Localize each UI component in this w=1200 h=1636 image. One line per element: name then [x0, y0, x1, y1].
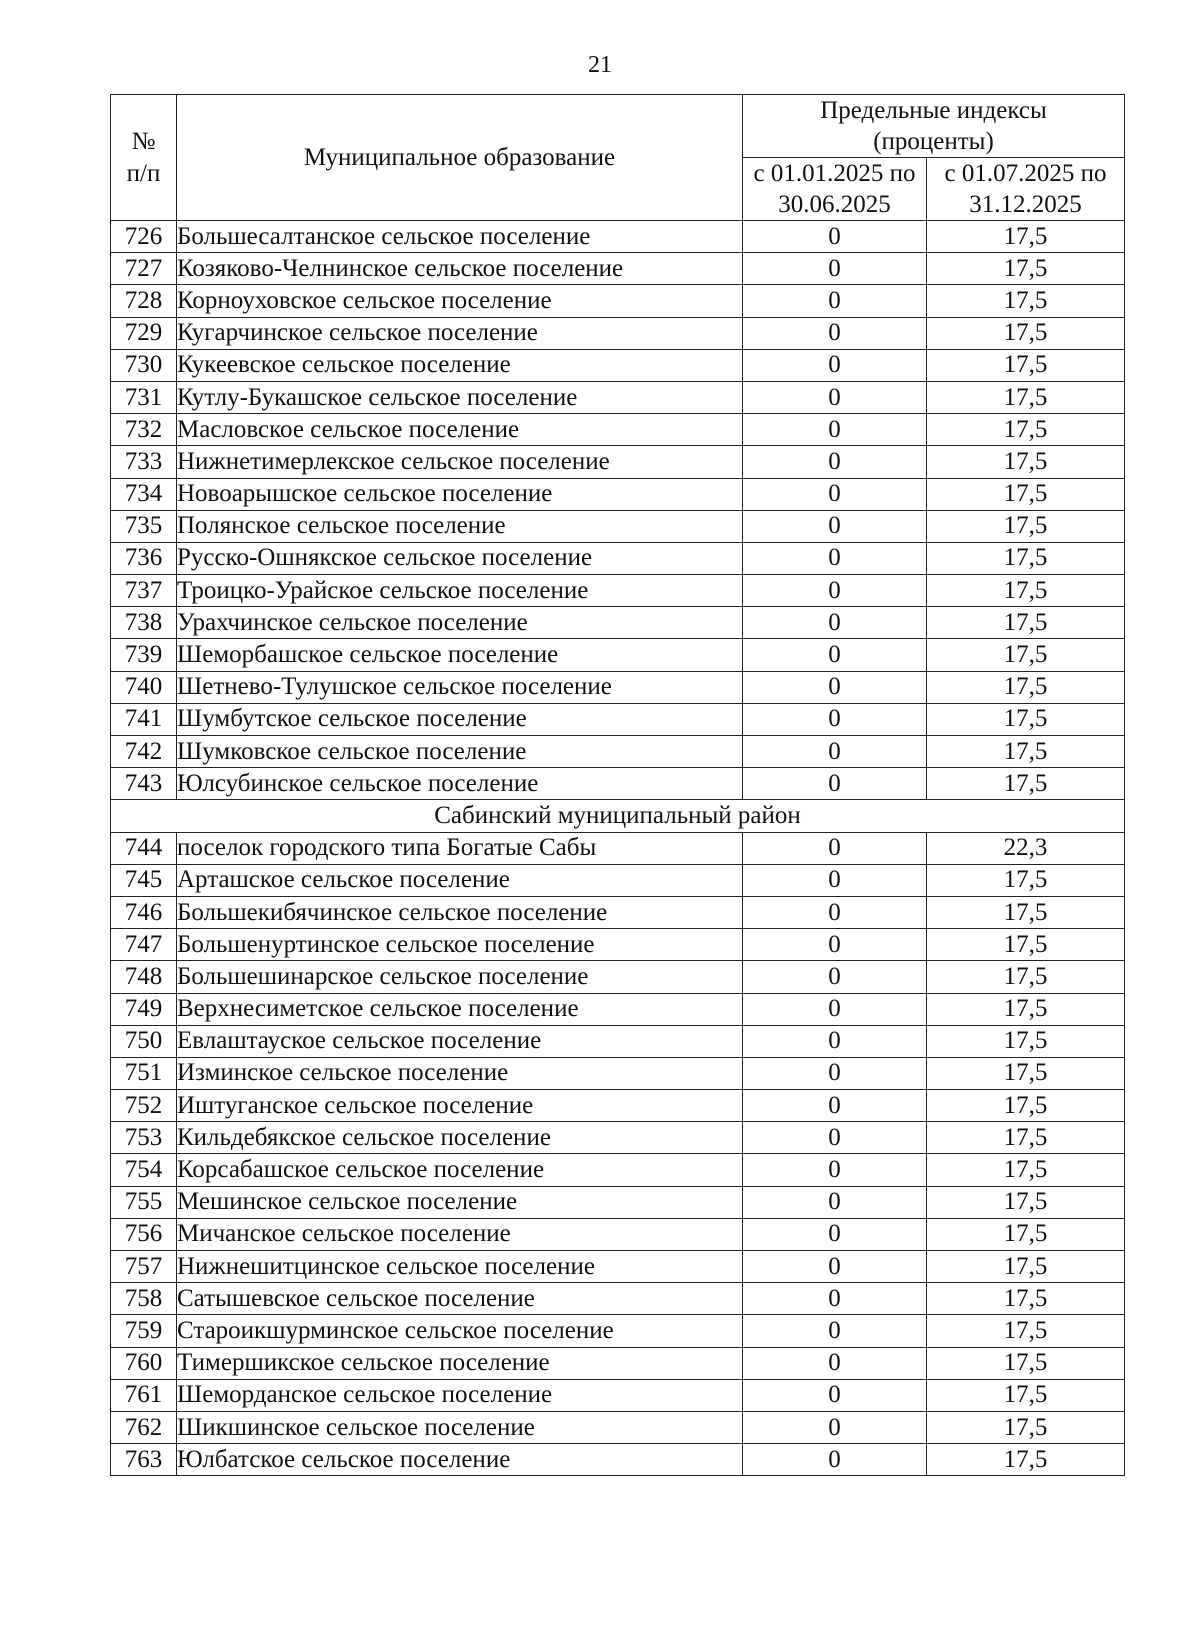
row-index-h1: 0 [743, 1315, 927, 1347]
row-municipality: Шеморбашское сельское поселение [177, 639, 743, 671]
row-index-h2: 17,5 [927, 349, 1125, 381]
row-index-h2: 17,5 [927, 896, 1125, 928]
table-row [111, 929, 1125, 961]
row-index-h2: 17,5 [927, 768, 1125, 800]
table-row [111, 285, 1125, 317]
row-index-h2: 17,5 [927, 1379, 1125, 1411]
table-row [111, 478, 1125, 510]
row-municipality: Иштуганское сельское поселение [177, 1090, 743, 1122]
row-index-h2: 17,5 [927, 285, 1125, 317]
row-index-h1: 0 [743, 639, 927, 671]
row-municipality: Шумбутское сельское поселение [177, 703, 743, 735]
row-number: 751 [111, 1057, 177, 1089]
row-index-h2: 17,5 [927, 1186, 1125, 1218]
row-number: 758 [111, 1283, 177, 1315]
row-index-h2: 17,5 [927, 1057, 1125, 1089]
page-number: 21 [588, 52, 612, 78]
row-index-h2: 17,5 [927, 1315, 1125, 1347]
row-number: 729 [111, 317, 177, 349]
row-index-h1: 0 [743, 349, 927, 381]
row-municipality: Большешинарское сельское поселение [177, 961, 743, 993]
row-municipality: Новоарышское сельское поселение [177, 478, 743, 510]
table-row [111, 1411, 1125, 1443]
row-municipality: Кильдебякское сельское поселение [177, 1122, 743, 1154]
row-municipality: Большекибячинское сельское поселение [177, 896, 743, 928]
row-municipality: Шетнево-Тулушское сельское поселение [177, 671, 743, 703]
row-index-h2: 17,5 [927, 575, 1125, 607]
row-index-h1: 0 [743, 1283, 927, 1315]
row-municipality: Троицко-Урайское сельское поселение [177, 575, 743, 607]
row-municipality: Полянское сельское поселение [177, 510, 743, 542]
row-index-h2: 17,5 [927, 671, 1125, 703]
row-number: 746 [111, 896, 177, 928]
table-row [111, 1347, 1125, 1379]
row-number: 744 [111, 832, 177, 864]
row-index-h2: 17,5 [927, 864, 1125, 896]
table-row [111, 317, 1125, 349]
row-index-h1: 0 [743, 510, 927, 542]
table-row [111, 1057, 1125, 1089]
table-row [111, 671, 1125, 703]
header-period-1: с 01.01.2025 по 30.06.2025 [743, 158, 927, 221]
row-number: 762 [111, 1411, 177, 1443]
row-index-h1: 0 [743, 1154, 927, 1186]
row-index-h1: 0 [743, 478, 927, 510]
row-index-h2: 17,5 [927, 381, 1125, 413]
row-index-h1: 0 [743, 832, 927, 864]
table-row [111, 381, 1125, 413]
table-row [111, 446, 1125, 478]
row-number: 743 [111, 768, 177, 800]
row-index-h1: 0 [743, 446, 927, 478]
row-index-h2: 17,5 [927, 1283, 1125, 1315]
row-index-h1: 0 [743, 253, 927, 285]
row-municipality: Евлаштауское сельское поселение [177, 1025, 743, 1057]
row-municipality: Сатышевское сельское поселение [177, 1283, 743, 1315]
row-number: 756 [111, 1218, 177, 1250]
table-row [111, 253, 1125, 285]
row-index-h1: 0 [743, 703, 927, 735]
row-index-h1: 0 [743, 1444, 927, 1476]
row-number: 754 [111, 1154, 177, 1186]
row-number: 728 [111, 285, 177, 317]
table-row [111, 768, 1125, 800]
table-row [111, 1283, 1125, 1315]
row-number: 753 [111, 1122, 177, 1154]
row-municipality: Масловское сельское поселение [177, 414, 743, 446]
table-row [111, 510, 1125, 542]
row-number: 740 [111, 671, 177, 703]
table-row [111, 1186, 1125, 1218]
row-municipality: Верхнесиметское сельское поселение [177, 993, 743, 1025]
row-municipality: Русско-Ошнякское сельское поселение [177, 542, 743, 574]
table-row [111, 1379, 1125, 1411]
row-number: 749 [111, 993, 177, 1025]
row-municipality: Нижнешитцинское сельское поселение [177, 1251, 743, 1283]
row-municipality: Тимершикское сельское поселение [177, 1347, 743, 1379]
row-number: 735 [111, 510, 177, 542]
row-index-h2: 17,5 [927, 1154, 1125, 1186]
row-municipality: Кукеевское сельское поселение [177, 349, 743, 381]
table-row [111, 575, 1125, 607]
row-index-h2: 17,5 [927, 703, 1125, 735]
row-index-h2: 17,5 [927, 929, 1125, 961]
row-number: 757 [111, 1251, 177, 1283]
row-index-h1: 0 [743, 1057, 927, 1089]
row-number: 761 [111, 1379, 177, 1411]
indices-table [110, 94, 1125, 1476]
table-row [111, 1090, 1125, 1122]
section-row [111, 800, 1125, 832]
row-municipality: Корноуховское сельское поселение [177, 285, 743, 317]
row-index-h1: 0 [743, 929, 927, 961]
row-municipality: Изминское сельское поселение [177, 1057, 743, 1089]
row-number: 737 [111, 575, 177, 607]
row-number: 759 [111, 1315, 177, 1347]
row-index-h1: 0 [743, 671, 927, 703]
header-num: № п/п [111, 95, 177, 221]
row-index-h1: 0 [743, 1251, 927, 1283]
row-municipality: Урахчинское сельское поселение [177, 607, 743, 639]
row-index-h2: 17,5 [927, 446, 1125, 478]
row-municipality: Юлсубинское сельское поселение [177, 768, 743, 800]
row-municipality: Шеморданское сельское поселение [177, 1379, 743, 1411]
row-number: 736 [111, 542, 177, 574]
row-number: 741 [111, 703, 177, 735]
table-row [111, 1025, 1125, 1057]
row-number: 748 [111, 961, 177, 993]
row-index-h2: 17,5 [927, 1218, 1125, 1250]
row-index-h1: 0 [743, 1025, 927, 1057]
row-municipality: Мешинское сельское поселение [177, 1186, 743, 1218]
row-index-h2: 17,5 [927, 510, 1125, 542]
row-municipality: Мичанское сельское поселение [177, 1218, 743, 1250]
table-row [111, 1154, 1125, 1186]
table-header [111, 95, 1125, 221]
row-number: 727 [111, 253, 177, 285]
row-municipality: Кугарчинское сельское поселение [177, 317, 743, 349]
table-row [111, 607, 1125, 639]
table-row [111, 864, 1125, 896]
row-index-h1: 0 [743, 961, 927, 993]
table-row [111, 896, 1125, 928]
row-index-h1: 0 [743, 768, 927, 800]
row-number: 760 [111, 1347, 177, 1379]
row-number: 730 [111, 349, 177, 381]
row-index-h2: 17,5 [927, 1025, 1125, 1057]
row-index-h1: 0 [743, 575, 927, 607]
row-number: 752 [111, 1090, 177, 1122]
row-index-h1: 0 [743, 1218, 927, 1250]
row-municipality: Арташское сельское поселение [177, 864, 743, 896]
row-index-h1: 0 [743, 317, 927, 349]
row-index-h2: 17,5 [927, 542, 1125, 574]
row-index-h2: 17,5 [927, 1090, 1125, 1122]
row-municipality: Большенyртинское сельское поселение [177, 929, 743, 961]
row-number: 763 [111, 1444, 177, 1476]
table-row [111, 349, 1125, 381]
row-municipality: Большесалтанское сельское поселение [177, 221, 743, 253]
table-row [111, 993, 1125, 1025]
table-body [111, 221, 1125, 1476]
row-number: 726 [111, 221, 177, 253]
row-index-h1: 0 [743, 864, 927, 896]
row-index-h2: 17,5 [927, 639, 1125, 671]
row-index-h2: 17,5 [927, 221, 1125, 253]
row-municipality: Шумковское сельское поселение [177, 736, 743, 768]
row-index-h1: 0 [743, 1186, 927, 1218]
row-number: 738 [111, 607, 177, 639]
row-municipality: Шикшинское сельское поселение [177, 1411, 743, 1443]
row-municipality: Кутлу-Букашское сельское поселение [177, 381, 743, 413]
table-row [111, 639, 1125, 671]
row-index-h1: 0 [743, 736, 927, 768]
row-index-h1: 0 [743, 1379, 927, 1411]
row-index-h1: 0 [743, 1090, 927, 1122]
row-index-h1: 0 [743, 1411, 927, 1443]
row-number: 733 [111, 446, 177, 478]
row-number: 750 [111, 1025, 177, 1057]
row-index-h2: 17,5 [927, 1411, 1125, 1443]
table-row [111, 703, 1125, 735]
row-index-h2: 17,5 [927, 253, 1125, 285]
row-index-h1: 0 [743, 1347, 927, 1379]
table-row [111, 1315, 1125, 1347]
header-name: Муниципальное образование [177, 95, 743, 221]
table-row [111, 1444, 1125, 1476]
row-index-h1: 0 [743, 414, 927, 446]
row-municipality: Староикшурминское сельское поселение [177, 1315, 743, 1347]
section-title: Сабинский муниципальный район [111, 800, 1125, 832]
row-index-h1: 0 [743, 381, 927, 413]
row-index-h2: 17,5 [927, 478, 1125, 510]
row-number: 739 [111, 639, 177, 671]
row-number: 747 [111, 929, 177, 961]
row-index-h2: 17,5 [927, 607, 1125, 639]
row-index-h2: 22,3 [927, 832, 1125, 864]
table-row [111, 414, 1125, 446]
row-index-h2: 17,5 [927, 736, 1125, 768]
row-number: 731 [111, 381, 177, 413]
table-row [111, 736, 1125, 768]
row-index-h1: 0 [743, 896, 927, 928]
row-municipality: Корсабашское сельское поселение [177, 1154, 743, 1186]
row-number: 745 [111, 864, 177, 896]
table-row [111, 221, 1125, 253]
row-index-h2: 17,5 [927, 961, 1125, 993]
table-row [111, 542, 1125, 574]
row-index-h2: 17,5 [927, 1444, 1125, 1476]
table-row [111, 1122, 1125, 1154]
row-index-h2: 17,5 [927, 1347, 1125, 1379]
row-index-h2: 17,5 [927, 414, 1125, 446]
row-index-h1: 0 [743, 1122, 927, 1154]
row-index-h1: 0 [743, 221, 927, 253]
row-municipality: Нижнетимерлекское сельское поселение [177, 446, 743, 478]
row-number: 742 [111, 736, 177, 768]
row-municipality: Юлбатское сельское поселение [177, 1444, 743, 1476]
row-municipality: поселок городского типа Богатые Сабы [177, 832, 743, 864]
row-index-h2: 17,5 [927, 1251, 1125, 1283]
row-municipality: Козяково-Челнинское сельское поселение [177, 253, 743, 285]
header-group: Предельные индексы (проценты) [743, 95, 1125, 158]
row-number: 755 [111, 1186, 177, 1218]
table-row [111, 961, 1125, 993]
row-number: 732 [111, 414, 177, 446]
row-index-h1: 0 [743, 993, 927, 1025]
row-index-h2: 17,5 [927, 993, 1125, 1025]
row-index-h2: 17,5 [927, 1122, 1125, 1154]
table-row [111, 832, 1125, 864]
row-index-h1: 0 [743, 285, 927, 317]
row-index-h2: 17,5 [927, 317, 1125, 349]
header-period-2: с 01.07.2025 по 31.12.2025 [927, 158, 1125, 221]
table-row [111, 1218, 1125, 1250]
row-index-h1: 0 [743, 542, 927, 574]
row-index-h1: 0 [743, 607, 927, 639]
table-row [111, 1251, 1125, 1283]
row-number: 734 [111, 478, 177, 510]
